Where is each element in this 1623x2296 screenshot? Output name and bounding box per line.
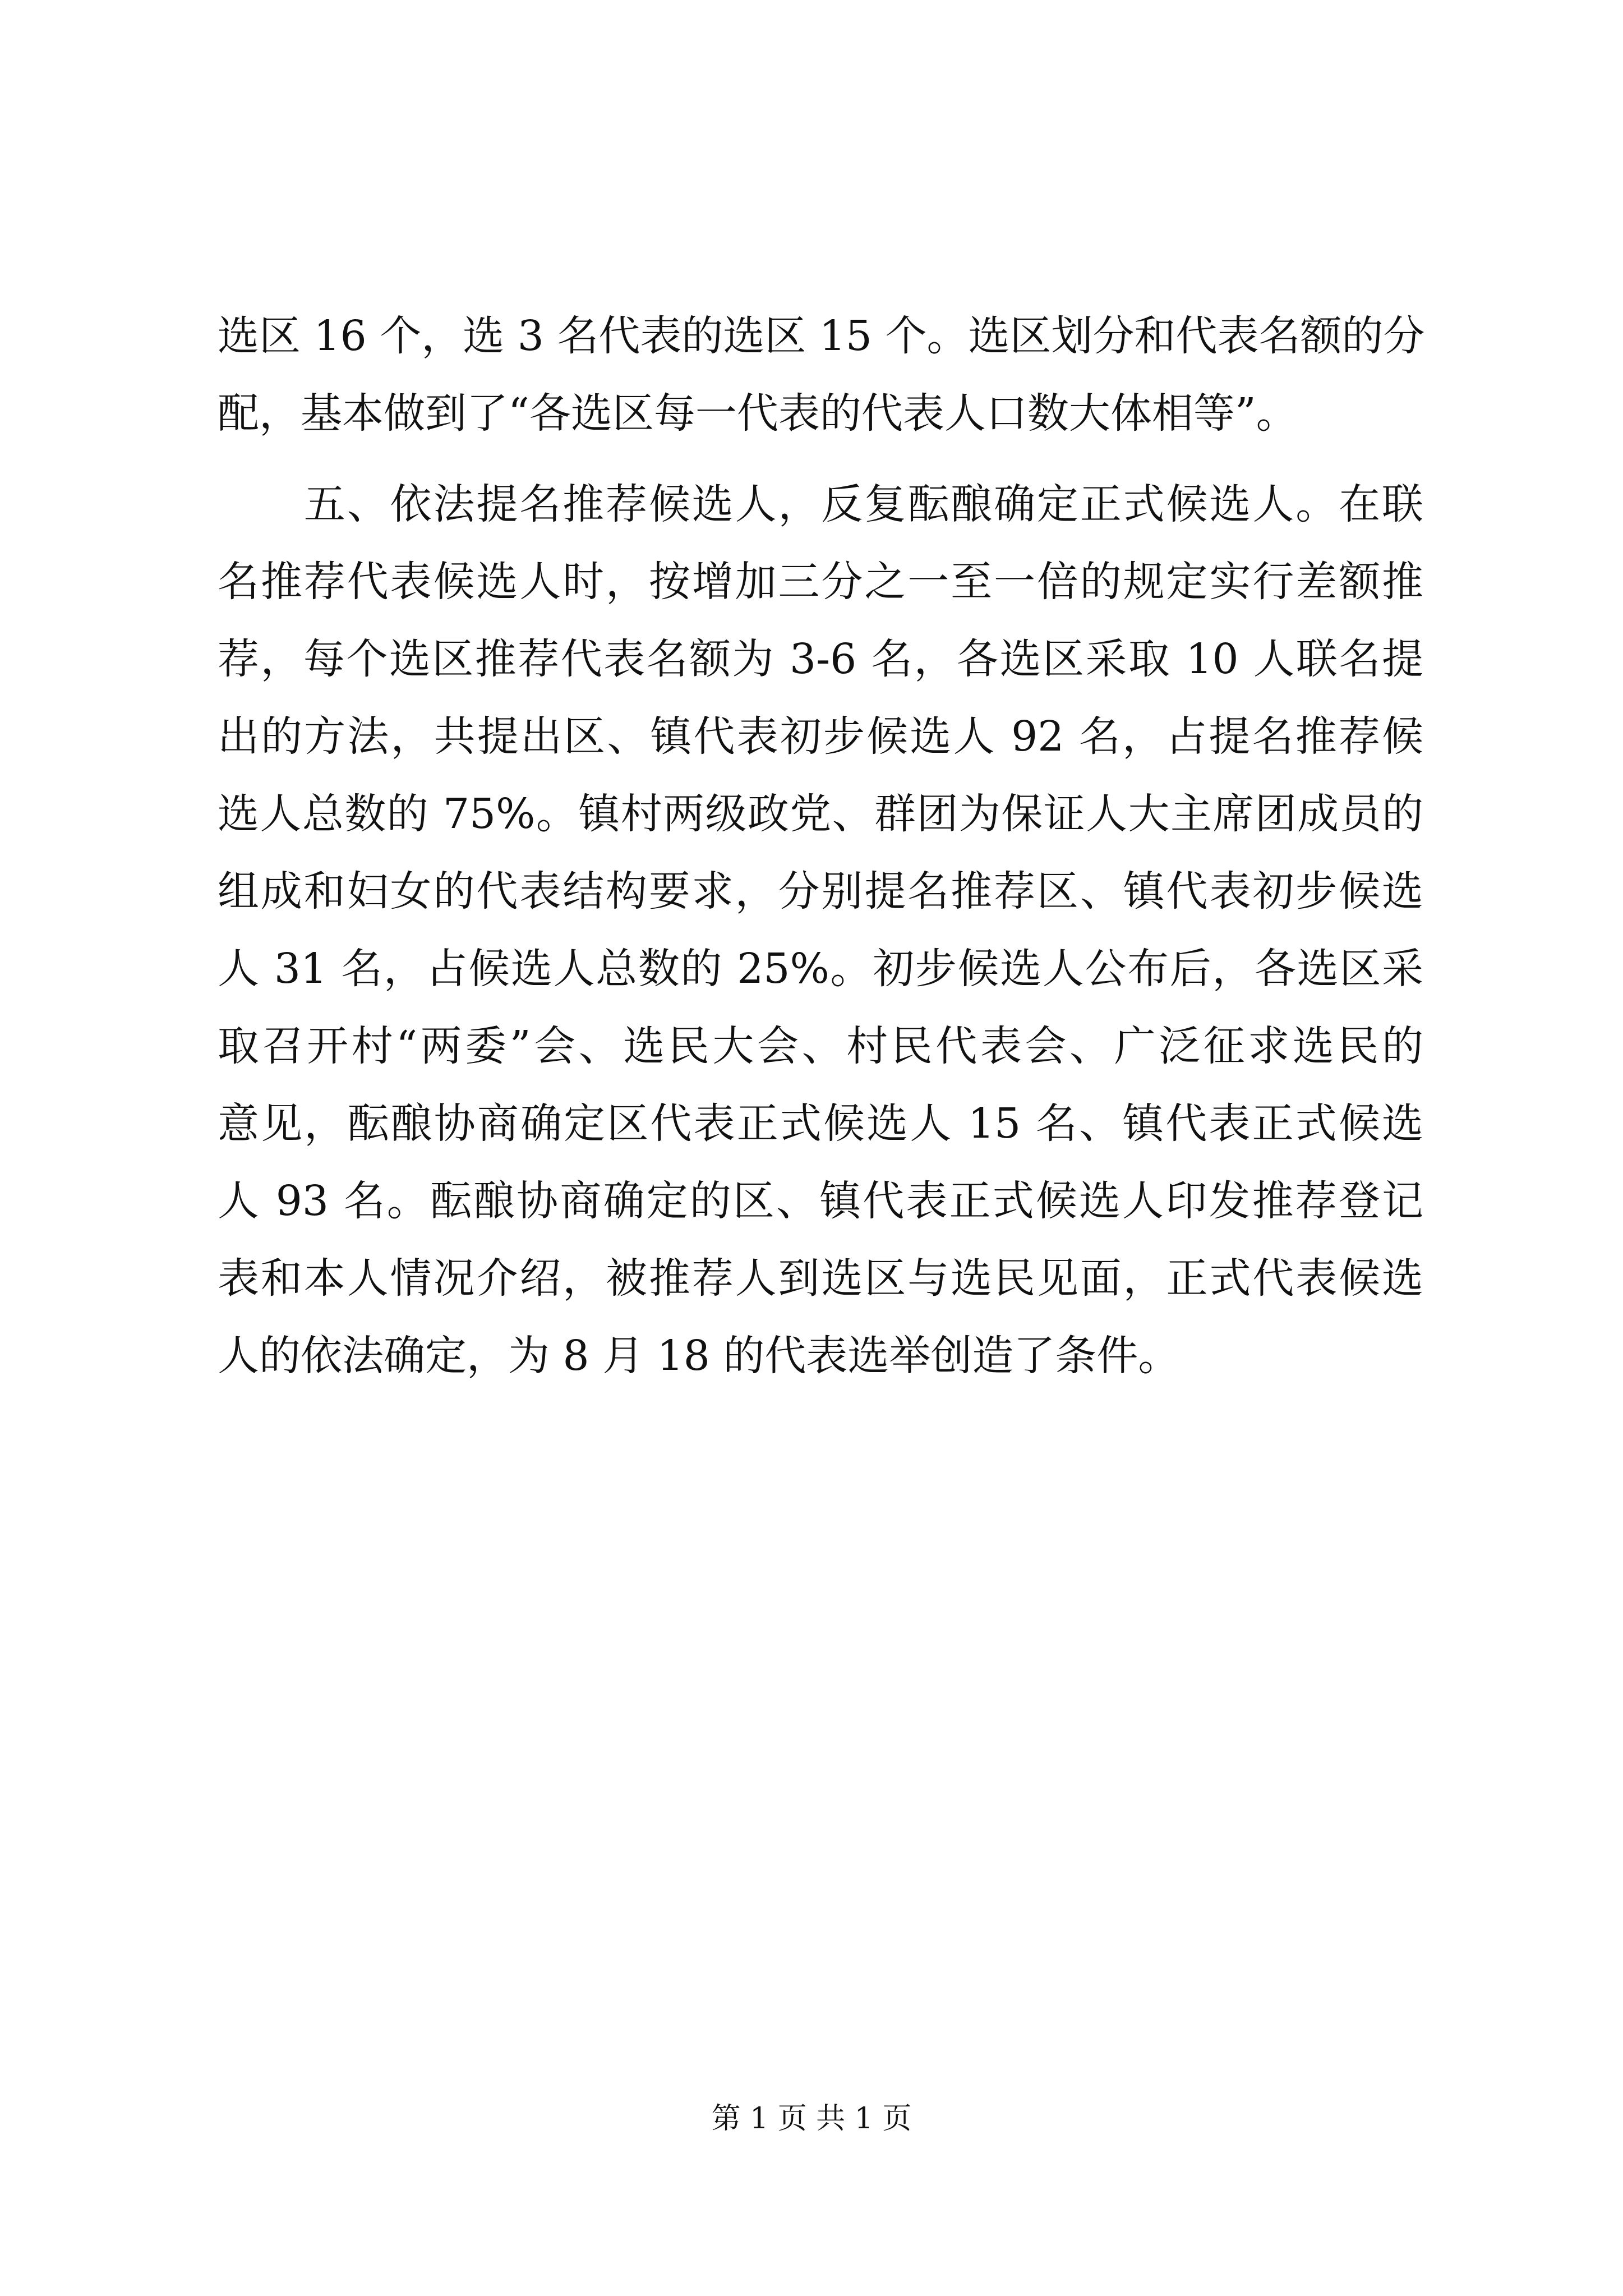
text-line: 出的方法，共提出区、镇代表初步候选人 92 名，占提名推荐候 xyxy=(218,712,1423,761)
text-line: 意见，酝酿协商确定区代表正式候选人 15 名、镇代表正式候选 xyxy=(218,1099,1423,1148)
text-line: 选区 16 个，选 3 名代表的选区 15 个。选区划分和代表名额的分 xyxy=(218,312,1425,360)
text-line: 取召开村“两委”会、选民大会、村民代表会、广泛征求选民的 xyxy=(218,1022,1423,1070)
text-line: 选人总数的 75%。镇村两级政党、群团为保证人大主席团成员的 xyxy=(218,790,1423,838)
text-line: 人 93 名。酝酿协商确定的区、镇代表正式候选人印发推荐登记 xyxy=(218,1177,1423,1225)
text-line: 人的依法确定，为 8 月 18 的代表选举创造了条件。 xyxy=(218,1332,1180,1380)
paragraph-2 xyxy=(218,466,1423,1395)
page-footer xyxy=(0,2099,1623,2138)
text-line: 组成和妇女的代表结构要求，分别提名推荐区、镇代表初步候选 xyxy=(218,867,1423,915)
text-line: 名推荐代表候选人时，按增加三分之一至一倍的规定实行差额推 xyxy=(218,558,1423,606)
paragraph-spacing xyxy=(218,452,1423,466)
text-line: 人 31 名，占候选人总数的 25%。初步候选人公布后，各选区采 xyxy=(218,945,1423,993)
text-line: 五、依法提名推荐候选人，反复酝酿确定正式候选人。在联 xyxy=(218,480,1423,528)
text-line: 表和本人情况介绍，被推荐人到选区与选民见面，正式代表候选 xyxy=(218,1254,1423,1303)
document-body xyxy=(218,297,1423,1395)
text-line: 配，基本做到了“各选区每一代表的代表人口数大体相等”。 xyxy=(218,389,1298,438)
text-line: 荐，每个选区推荐代表名额为 3-6 名，各选区采取 10 人联名提 xyxy=(218,635,1423,683)
paragraph-1 xyxy=(218,297,1423,452)
page-indicator: 第 1 页 共 1 页 xyxy=(711,2102,912,2136)
